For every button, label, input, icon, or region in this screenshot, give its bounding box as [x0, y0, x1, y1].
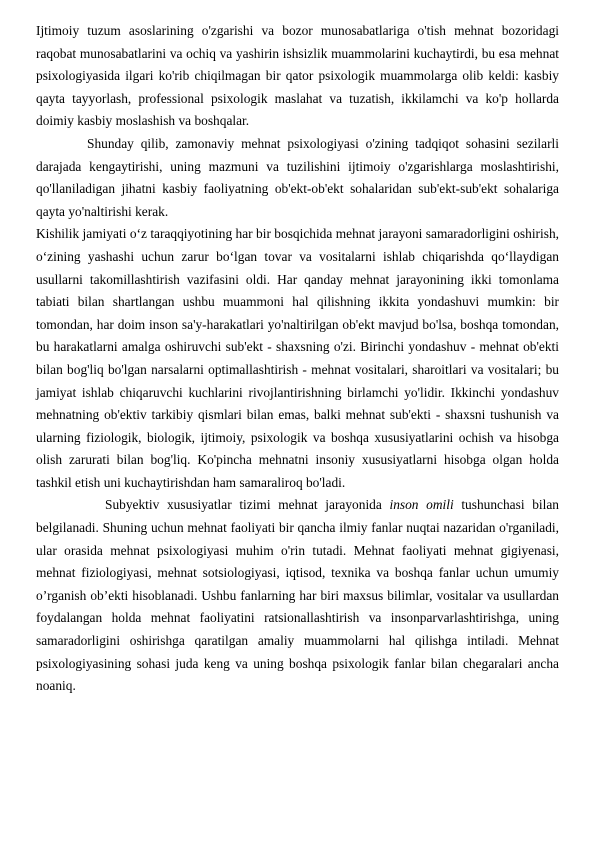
paragraph-3: Kishilik jamiyati o‘z taraqqiyotining har bir bosqichida mehnat jarayoni samaradorligini oshirish, o‘zining yashashi uchun zarur bo‘lgan tovar va vositalarni ishlab chiqarishda qo‘llaydigan usullarni takomillashtirish vazifasini oldi. Har qanday mehnat jarayonining ikki tomonlama tabiati bilan shartlangan ushbu muammoni hal qilishning ikkita yondashuvi mumkin: bir tomondan, har doim inson sa'y-harakatlari yo'naltirilgan ob'ekt mavjud bo'lsa, boshqa tomondan, bu harakatlarni amalga oshiruvchi sub'ekt - shaxsning o'zi. Birinchi yondashuv - mehnat ob'ekti bilan bog'liq bo'lgan narsalarni optimallashtirish - mehnat vositalari, sharoitlari va vositalari; bu jamiyat ishlab chiqaruvchi kuchlarini rivojlantirishning birlamchi yo'lidir. Ikkinchi yondashuv mehnatning ob'ektiv tarkibiy qismlari bilan emas, balki mehnat sub'ekti - shaxsni tushunish va ularning fiziologik, biologik, ijtimoiy, psixologik va boshqa xususiyatlarini ochish va hisobga olish zarurati bilan bog'liq. Ko'pincha mehnatni insoniy xususiyatlarni hisobga olgan holda tashkil etish uni kuchaytirishdan ham samaraliroq bo'ladi.	[36, 226, 559, 490]
paragraph-1: Ijtimoiy tuzum asoslarining o'zgarishi va bozor munosabatlariga o'tish mehnat bozoridagi raqobat munosabatlarini va ochiq va yashirin ishsizlik muammolarini kuchaytirdi, bu esa mehnat psixologiyasida ilgari ko'rib chiqilmagan bir qator psixologik muammolarga olib keldi: kasbiy qayta tayyorlash, professional psixologik maslahat va tuzatish, ikkilamchi va ko'p hollarda doimiy kasbiy moslashish va boshqalar.	[36, 23, 559, 129]
paragraph-4	[36, 494, 559, 697]
paragraph-4-start: Subyektiv xususiyatlar tizimi mehnat jarayonida	[105, 497, 390, 513]
paragraph-2: Shunday qilib, zamonaviy mehnat psixologiyasi o'zining tadqiqot sohasini sezilarli darajada kengaytirishi, uning mazmuni va tuzilishini ijtimoiy o'zgarishlarga moslashtirishi, qo'llaniladigan jihatni kasbiy faoliyatning ob'ekt-ob'ekt sohalaridan sub'ekt-sub'ekt sohalariga qayta yo'naltirishi kerak.	[36, 135, 559, 219]
document-page	[36, 20, 559, 698]
paragraph-4-end: tushunchasi bilan belgilanadi. Shuning uchun mehnat faoliyati bir qancha ilmiy fanlar nuqtai nazaridan o'rganiladi, ular orasida mehnat psixologiyasi muhim o'rin tutadi. Mehnat faoliyati mehnat gigiyenasi, mehnat fiziologiyasi, mehnat sotsiologiyasi, iqtisod, texnika va boshqa fanlar uchun umumiy o’rganish ob’ekti hisoblanadi. Ushbu fanlarning har biri maxsus bilimlar, vositalar va usullardan foydalangan holda mehnat faoliyatini ratsionallashtirish va insonparvarlashtirishga, uning samaradorligini oshirishga qaratilgan amaliy muammolarni hal qilishga intiladi. Mehnat psixologiyasining sohasi juda keng va uning boshqa psixologik fanlar bilan chegaralari ancha noaniq.	[36, 497, 559, 694]
emphasized-term: inson omili	[389, 497, 454, 513]
